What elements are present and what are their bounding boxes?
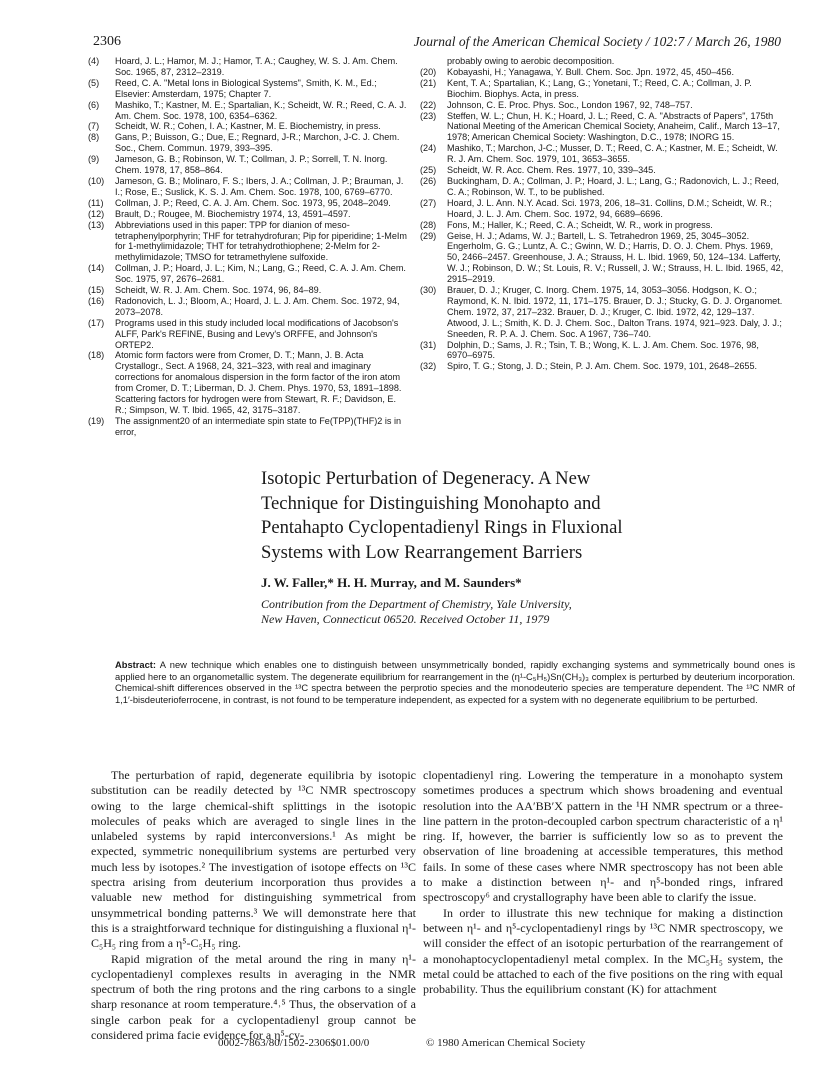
reference-number: (5) — [88, 77, 100, 88]
reference-text: Programs used in this study included local modifications of Jacobson's ALFF, Park's REFINE, Busing and Levy's ORFFE, and Johnson's ORTEP2. — [115, 317, 399, 350]
reference-number: (29) — [420, 230, 437, 241]
reference-item — [88, 296, 410, 318]
reference-text: Johnson, C. E. Proc. Phys. Soc., London 1967, 92, 748–757. — [447, 99, 693, 110]
reference-text: Brauer, D. J.; Kruger, C. Inorg. Chem. 1975, 14, 3053–3056. Hodgson, K. O.; Raymond, K. N. Ibid. 1972, 11, 171–175. Brauer, D. J.; Stucky, G. D. J. Organomet. Chem. 1972, 37, 217–232. Brauer, D. J.; Kruger, C. Ibid. 1972, 42, 129–137. Atwood, J. L.; Smith, K. D. J. Chem. Soc., Dalton Trans. 1974, 921–923. Daly, J. J.; Sneeden, R. P. A. J. Chem. Soc. A 1967, 736–740. — [447, 285, 783, 339]
body-right-column — [423, 768, 783, 997]
reference-text: Fons, M.; Haller, K.; Reed, C. A.; Scheidt, W. R., work in progress. — [447, 219, 713, 230]
reference-item — [88, 263, 410, 285]
reference-text: The assignment20 of an intermediate spin state to Fe(TPP)(THF)2 is in error, — [115, 415, 402, 437]
reference-number: (8) — [88, 132, 100, 143]
reference-number: (15) — [88, 285, 105, 296]
reference-number: (10) — [88, 175, 105, 186]
reference-item — [88, 209, 410, 220]
reference-item — [420, 100, 786, 111]
reference-item — [420, 198, 786, 220]
reference-text: Spiro, T. G.; Stong, J. D.; Stein, P. J. Am. Chem. Soc. 1979, 101, 2648–2655. — [447, 361, 758, 372]
reference-number: (24) — [420, 143, 437, 154]
reference-item — [88, 318, 410, 351]
reference-text: Jameson, G. B.; Robinson, W. T.; Collman, J. P.; Sorrell, T. N. Inorg. Chem. 1978, 17, 858–864. — [115, 154, 388, 176]
body-paragraph: The perturbation of rapid, degenerate equilibria by isotopic substitution can be readily detected by ¹³C NMR spectroscopy owing to the large chemical-shift splittings in the isotopic molecules of peaks which are averaged to single lines in the unlabeled systems by rapid interconversions.¹ As might be expected, symmetric nonequilibrium systems are perturbed very much less by isotopes.² The investigation of isotope effects on ¹³C spectra arising from deuterium incorporation thus provides a valuable new method for distinguishing symmetrical from unsymmetrical bonding patterns.³ We will demonstrate here that this is a straightforward technique for distinguishing a fluxional η¹-C₅H₅ ring from a η⁵-C₅H₅ ring. — [91, 768, 416, 951]
article-affiliation: Contribution from the Department of Chemistry, Yale University, New Haven, Connecticut 06520. Received October 11, 1979 — [261, 597, 572, 626]
reference-text: Scheidt, W. R. J. Am. Chem. Soc. 1974, 96, 84–89. — [115, 285, 322, 296]
reference-item — [88, 198, 410, 209]
reference-number: (18) — [88, 350, 105, 361]
reference-text: Hoard, J. L. Ann. N.Y. Acad. Sci. 1973, 206, 18–31. Collins, D.M.; Scheidt, W. R.; Hoard, J. L. J. Am. Chem. Soc. 1972, 94, 6689–6696. — [447, 197, 772, 219]
reference-number: (30) — [420, 285, 437, 296]
page-number: 2306 — [93, 34, 121, 49]
reference-number: (31) — [420, 339, 437, 350]
reference-item — [88, 416, 410, 438]
reference-text: Reed, C. A. "Metal Ions in Biological Systems", Smith, K. M., Ed.; Elsevier: Amsterdam, 1975; Chapter 7. — [115, 77, 377, 99]
references-left-column — [88, 56, 410, 438]
reference-text: Brault, D.; Rougee, M. Biochemistry 1974, 13, 4591–4597. — [115, 208, 351, 219]
reference-number: (27) — [420, 197, 437, 208]
reference-number: (6) — [88, 99, 100, 110]
reference-item — [420, 340, 786, 362]
reference-text: Atomic form factors were from Cromer, D. T.; Mann, J. B. Acta Crystallogr., Sect. A 1968, 24, 321–323, with real and imaginary corrections for anomalous dispersion in the form factor of the iron atom from Cromer, D. T.; Liberman, D. J. Chem. Phys. 1970, 53, 1891–1898. Scattering factors for hydrogen were from Stewart, R. F.; Davidson, E. R.; Simpson, W. T. Ibid. 1965, 42, 3175–3187. — [115, 350, 402, 415]
article-authors: J. W. Faller,* H. H. Murray, and M. Saunders* — [261, 575, 522, 590]
reference-number: (21) — [420, 77, 437, 88]
reference-text: Kobayashi, H.; Yanagawa, Y. Bull. Chem. Soc. Jpn. 1972, 45, 450–456. — [447, 66, 734, 77]
reference-item — [420, 361, 786, 372]
reference-text: Jameson, G. B.; Molinaro, F. S.; Ibers, J. A.; Collman, J. P.; Brauman, J. I.; Rose, E.; Suslick, K. S. J. Am. Chem. Soc. 1978, 100, 6769–6770. — [115, 175, 404, 197]
reference-number: (20) — [420, 66, 437, 77]
reference-item — [420, 220, 786, 231]
references-right-column — [420, 56, 786, 372]
reference-number: (22) — [420, 99, 437, 110]
reference-item — [420, 56, 786, 67]
reference-number: (17) — [88, 317, 105, 328]
body-left-column — [91, 768, 416, 1043]
reference-item — [420, 176, 786, 198]
reference-number: (26) — [420, 175, 437, 186]
reference-text: Gans, P.; Buisson, G.; Due, E.; Regnard, J-R.; Marchon, J-C. J. Chem. Soc., Chem. Commun. 1979, 393–395. — [115, 132, 400, 154]
reference-number: (11) — [88, 197, 104, 208]
reference-item — [88, 154, 410, 176]
reference-text: Abbreviations used in this paper: TPP for dianion of meso-tetraphenylporphyrin; THF for tetrahydrofuran; Pip for piperidine; 1-MeIm for 1-methylimidazole; THT for tetrahydrothiophene; 2-MeIm for 2-methylimidazole; TMSO for tetramethylene sulfoxide. — [115, 219, 407, 263]
reference-item — [88, 121, 410, 132]
reference-item — [88, 176, 410, 198]
reference-item — [420, 78, 786, 100]
reference-item — [88, 132, 410, 154]
reference-item — [420, 67, 786, 78]
reference-number: (28) — [420, 219, 437, 230]
abstract-text: A new technique which enables one to distinguish between unsymmetrically bonded, rapidly exchanging systems and symmetrically bound ones is applied here to an organometallic system. The degenerate equilibrium for rearrangement in the (η¹-C₅H₅)Sn(CH₃)₃ complex is perturbed by deuterium incorporation. Chemical-shift differences observed in the ¹³C spectra between the perprotio species and the monodeuterio species are temperature dependent. The ¹³C NMR of 1,1′-bisdeuterioferrocene, in contrast, is not found to be temperature independent, as expected for a system with no degenerate equilibrium to be perturbed. — [115, 660, 795, 705]
reference-number: (16) — [88, 295, 105, 306]
reference-item — [420, 165, 786, 176]
reference-item — [420, 285, 786, 340]
reference-text: Scheidt, W. R. Acc. Chem. Res. 1977, 10, 339–345. — [447, 165, 656, 176]
reference-text: Kent, T. A.; Spartalian, K.; Lang, G.; Yonetani, T.; Reed, C. A.; Collman, J. P. Biochim. Biophys. Acta, in press. — [447, 77, 752, 99]
abstract — [115, 660, 795, 706]
reference-number: (7) — [88, 121, 100, 132]
reference-item — [420, 231, 786, 286]
body-paragraph: In order to illustrate this new technique for making a distinction between η¹- and η⁵-cyclopentadienyl rings by ¹³C NMR spectroscopy, we will consider the effect of an isotopic perturbation of the rearrangement of a monohaptocyclopentadienyl metal complex. In the MC₅H₅ system, the metal could be attached to each of the five positions on the ring with equal probability. Thus the equilibrium constant (K) for attachment — [423, 905, 783, 997]
footer-copyright: © 1980 American Chemical Society — [426, 1037, 586, 1049]
reference-text: Geise, H. J.; Adams, W. J.; Bartell, L. S. Tetrahedron 1969, 25, 3045–3052. Engerholm, G. G.; Luntz, A. C.; Gwinn, W. D.; Harris, D. O. J. Chem. Phys. 1969, 50, 2466–2457. Greenhouse, J. A.; Strauss, H. L. Ibid. 1969, 50, 124–134. Lafferty, W. J.; Robinson, D. W.; St. Louis, R. V.; Russell, J. W.; Strauss, H. L. Ibid. 1965, 42, 2915–2919. — [447, 230, 784, 285]
body-paragraph: Rapid migration of the metal around the ring in many η¹-cyclopentadienyl complexes results in averaging in the NMR spectrum of both the ring protons and the ring carbons to a single sharp resonance at room temperature.⁴˒⁵ Thus, the observation of a single carbon peak for a cyclopentadienyl group cannot be considered prima facie evidence for a η⁵-cy- — [91, 951, 416, 1043]
reference-number: (12) — [88, 208, 105, 219]
reference-text: Dolphin, D.; Sams, J. R.; Tsin, T. B.; Wong, K. L. J. Am. Chem. Soc. 1976, 98, 6970–6975. — [447, 339, 759, 361]
reference-item — [88, 350, 410, 415]
reference-text: Mashiko, T.; Kastner, M. E.; Spartalian, K.; Scheidt, W. R.; Reed, C. A. J. Am. Chem. Soc. 1978, 100, 6354–6362. — [115, 99, 407, 121]
footer-code: 0002-7863/80/1502-2306$01.00/0 — [218, 1037, 370, 1049]
reference-text: Scheidt, W. R.; Cohen, I. A.; Kastner, M. E. Biochemistry, in press. — [115, 121, 381, 132]
reference-text: Collman, J. P.; Hoard, J. L.; Kim, N.; Lang, G.; Reed, C. A. J. Am. Chem. Soc. 1975, 97, 2676–2681. — [115, 263, 406, 285]
reference-text: Mashiko, T.; Marchon, J-C.; Musser, D. T.; Reed, C. A.; Kastner, M. E.; Scheidt, W. R. J. Am. Chem. Soc. 1979, 101, 3653–3655. — [447, 143, 778, 165]
reference-number: (23) — [420, 110, 437, 121]
reference-number: (25) — [420, 165, 437, 176]
reference-item — [88, 56, 410, 78]
reference-number: (9) — [88, 154, 100, 165]
abstract-label: Abstract: — [115, 660, 157, 670]
reference-number: (14) — [88, 263, 105, 274]
reference-text: Steffen, W. L.; Chun, H. K.; Hoard, J. L.; Reed, C. A. "Abstracts of Papers", 175th National Meeting of the American Chemical Society, Anaheim, Calif., March 13–17, 1978; American Chemical Society: Washington, D.C., 1978; INORG 15. — [447, 110, 780, 143]
reference-number: (4) — [88, 56, 100, 66]
reference-item — [420, 111, 786, 144]
running-head: Journal of the American Chemical Society / 102:7 / March 26, 1980 — [413, 34, 781, 49]
reference-number: (13) — [88, 219, 105, 230]
reference-text: probably owing to aerobic decomposition. — [447, 56, 615, 66]
reference-item — [420, 143, 786, 165]
reference-text: Collman, J. P.; Reed, C. A. J. Am. Chem. Soc. 1973, 95, 2048–2049. — [115, 197, 391, 208]
article-title: Isotopic Perturbation of Degeneracy. A New Technique for Distinguishing Monohapto and Pentahapto Cyclopentadienyl Rings in Fluxional Systems with Low Rearrangement Barriers — [261, 468, 623, 564]
reference-text: Hoard, J. L.; Hamor, M. J.; Hamor, T. A.; Caughey, W. S. J. Am. Chem. Soc. 1965, 87, 2312–2319. — [115, 56, 398, 77]
reference-number: (19) — [88, 415, 105, 426]
reference-item — [88, 100, 410, 122]
reference-item — [88, 285, 410, 296]
reference-text: Buckingham, D. A.; Collman, J. P.; Hoard, J. L.; Lang, G.; Radonovich, L. J.; Reed, C. A.; Robinson, W. T., to be published. — [447, 175, 779, 197]
body-paragraph: clopentadienyl ring. Lowering the temperature in a monohapto system sometimes produces a spectrum which shows broadening and eventual resolution into the AA′BB′X pattern in the ¹H NMR spectrum or a three-line pattern in the proton-decoupled carbon spectrum characteristic of a η¹ ring. If, however, the barrier is sufficiently low so as to prevent the observation of line broadening at accessible temperatures, this method fails. In some of these cases where NMR spectroscopy has not been able to make a distinction between η¹- and η⁵-bonded rings, infrared spectroscopy⁶ and crystallography have been able to clarify the issue. — [423, 768, 783, 905]
reference-text: Radonovich, L. J.; Bloom, A.; Hoard, J. L. J. Am. Chem. Soc. 1972, 94, 2073–2078. — [115, 295, 400, 317]
reference-item — [88, 220, 410, 264]
reference-number: (32) — [420, 361, 437, 372]
reference-item — [88, 78, 410, 100]
